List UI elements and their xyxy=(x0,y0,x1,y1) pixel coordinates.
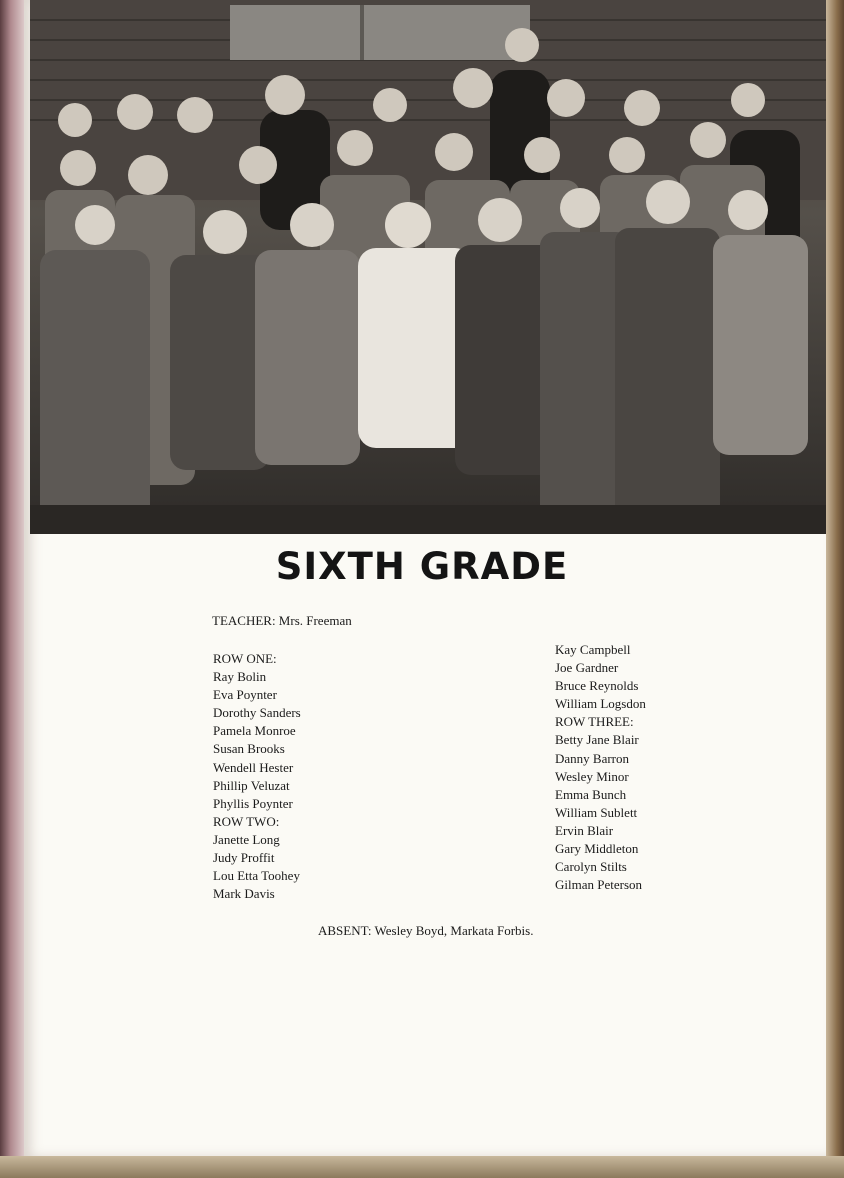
list-item: William Logsdon xyxy=(555,696,646,712)
list-item: Phyllis Poynter xyxy=(213,795,293,811)
list-item: Bruce Reynolds xyxy=(555,678,639,694)
list-item: Betty Jane Blair xyxy=(555,732,639,748)
page-title: SIXTH GRADE xyxy=(275,545,569,588)
list-item: Emma Bunch xyxy=(555,786,627,802)
list-item: Mark Davis xyxy=(213,886,275,902)
list-item: Kay Campbell xyxy=(555,642,631,657)
list-item: ROW TWO: xyxy=(213,813,280,829)
page-bottom-edge xyxy=(0,1156,844,1178)
list-item: Ervin Blair xyxy=(555,822,614,838)
page-binding-edge xyxy=(826,0,844,1178)
class-photo xyxy=(30,0,826,534)
list-item: ROW THREE: xyxy=(555,714,634,730)
name-column-two xyxy=(555,641,646,894)
list-item: Eva Poynter xyxy=(213,687,277,703)
list-item: Joe Gardner xyxy=(555,660,619,676)
list-item: Wendell Hester xyxy=(213,759,294,775)
list-item: ROW ONE: xyxy=(213,651,277,666)
list-item: Janette Long xyxy=(213,831,280,847)
list-item: Wesley Minor xyxy=(555,768,629,784)
list-item: Ray Bolin xyxy=(213,669,267,685)
class-photo-graphic xyxy=(30,0,826,534)
name-column-one xyxy=(213,650,301,903)
list-item: Dorothy Sanders xyxy=(213,705,301,721)
list-item: Lou Etta Toohey xyxy=(213,868,300,884)
list-item: William Sublett xyxy=(555,804,638,820)
list-item: Danny Barron xyxy=(555,750,630,766)
list-item: Gary Middleton xyxy=(555,841,639,857)
list-item: Judy Proffit xyxy=(213,850,275,866)
teacher-line: TEACHER: Mrs. Freeman xyxy=(212,613,352,628)
absent-line: ABSENT: Wesley Boyd, Markata Forbis. xyxy=(318,923,534,938)
list-item: Susan Brooks xyxy=(213,741,285,757)
list-item: Phillip Veluzat xyxy=(213,777,290,793)
list-item: Pamela Monroe xyxy=(213,723,296,739)
list-item: Gilman Peterson xyxy=(555,877,643,893)
list-item: Carolyn Stilts xyxy=(555,859,627,875)
